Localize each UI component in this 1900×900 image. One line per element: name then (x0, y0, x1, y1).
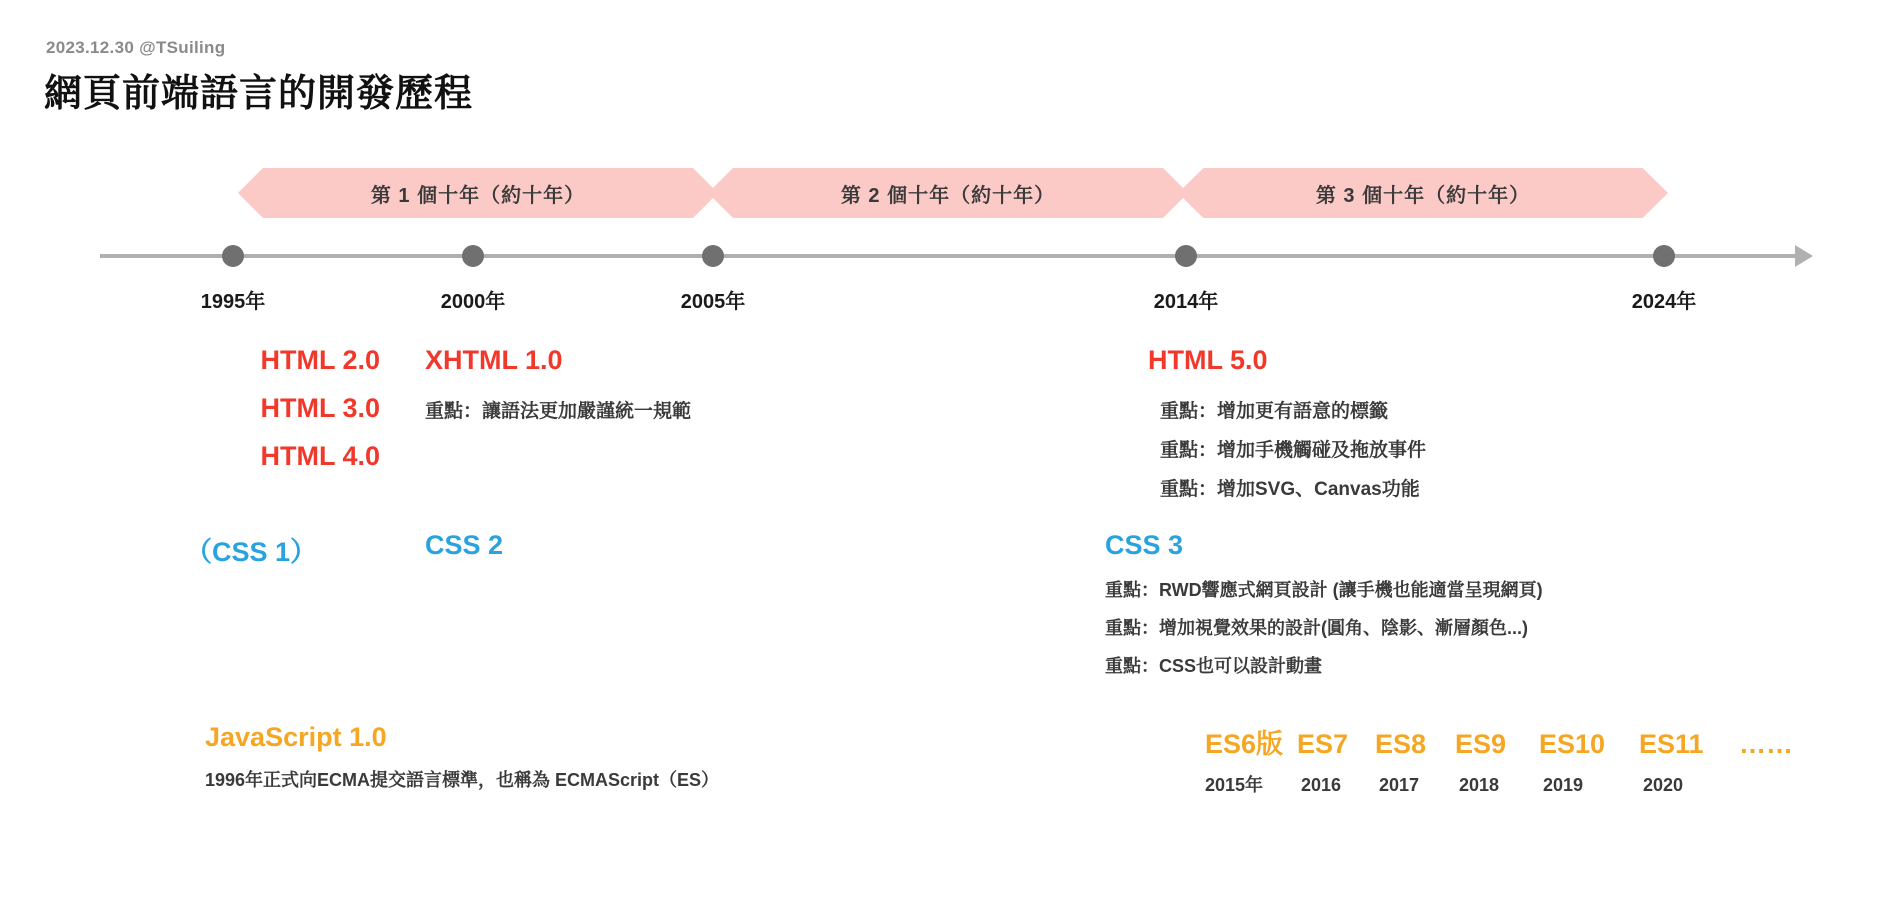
es-version-es10: ES10 (1539, 729, 1606, 759)
timeline-dot-1995 (222, 245, 244, 267)
html-version-2: HTML 2.0 (260, 345, 380, 375)
page-title: 網頁前端語言的開發歷程 (44, 73, 474, 115)
html5-note-3: 重點：增加SVG、Canvas功能 (1160, 479, 1420, 500)
xhtml-group (425, 336, 691, 431)
decade-band-2-label: 第 2 個十年（約十年） (840, 184, 1056, 207)
html5-note-2: 重點：增加手機觸碰及拖放事件 (1160, 440, 1427, 461)
timeline-year-2005: 2005年 (680, 291, 746, 313)
html-version-4: HTML 4.0 (260, 441, 380, 471)
html-version-3: HTML 3.0 (260, 393, 380, 423)
es-year-2015: 2015年 (1205, 775, 1264, 795)
timeline-year-2014: 2014年 (1153, 291, 1219, 313)
es-version-es9: ES9 (1455, 729, 1507, 759)
css2-title: CSS 2 (425, 530, 504, 560)
xhtml-note: 重點：讓語法更加嚴謹統一規範 (425, 401, 692, 422)
javascript-group (205, 722, 719, 799)
timeline-dot-2005 (702, 245, 724, 267)
xhtml-title: XHTML 1.0 (425, 345, 563, 375)
css3-note-3: 重點：CSS也可以設計動畫 (1105, 656, 1323, 676)
es-version-es7: ES7 (1297, 729, 1349, 759)
page-meta: 2023.12.30 @TSuiling (46, 38, 226, 57)
decade-band-3 (1178, 168, 1668, 218)
timeline-dot-2000 (462, 245, 484, 267)
es-year-2016: 2016 (1301, 775, 1342, 795)
html5-note-1: 重點：增加更有語意的標籤 (1160, 401, 1389, 422)
es-year-2019: 2019 (1543, 775, 1584, 795)
html-versions-group (100, 336, 380, 480)
css3-note-1: 重點：RWD響應式網頁設計 (讓手機也能適當呈現網頁) (1105, 580, 1543, 600)
timeline-dot-2024 (1653, 245, 1675, 267)
html5-title: HTML 5.0 (1148, 345, 1268, 375)
css3-note-2: 重點：增加視覺效果的設計(圓角、陰影、漸層顏色...) (1105, 618, 1528, 638)
timeline-year-2024: 2024年 (1631, 291, 1697, 313)
decade-band-2 (708, 168, 1188, 218)
es-version-es11: ES11 (1639, 729, 1704, 759)
decade-band-1-label: 第 1 個十年（約十年） (370, 184, 586, 207)
timeline-axis (100, 254, 1800, 258)
decade-band-1 (238, 168, 718, 218)
timeline-year-1995: 1995年 (200, 291, 266, 313)
timeline-arrow-icon (1795, 245, 1813, 267)
es-year-2018: 2018 (1459, 775, 1500, 795)
css1-group (185, 530, 317, 569)
es-versions-group (1205, 722, 1793, 797)
es-year-2017: 2017 (1379, 775, 1420, 795)
timeline-year-2000: 2000年 (440, 291, 506, 313)
html5-group (1148, 336, 1426, 509)
es-year-row (1205, 771, 1793, 797)
css2-group (425, 530, 503, 561)
css1-title: （CSS 1） (185, 537, 318, 567)
es-version-more: …… (1739, 729, 1793, 759)
javascript-title: JavaScript 1.0 (205, 722, 387, 752)
decade-band-3-label: 第 3 個十年（約十年） (1315, 184, 1531, 207)
es-year-2020: 2020 (1643, 775, 1684, 795)
css3-title: CSS 3 (1105, 530, 1184, 560)
css3-group (1105, 530, 1543, 685)
timeline-dot-2014 (1175, 245, 1197, 267)
es-version-es6: ES6版 (1205, 729, 1284, 759)
es-version-row (1205, 722, 1793, 761)
javascript-note: 1996年正式向ECMA提交語言標準，也稱為 ECMAScript（ES） (205, 770, 720, 790)
es-version-es8: ES8 (1375, 729, 1427, 759)
